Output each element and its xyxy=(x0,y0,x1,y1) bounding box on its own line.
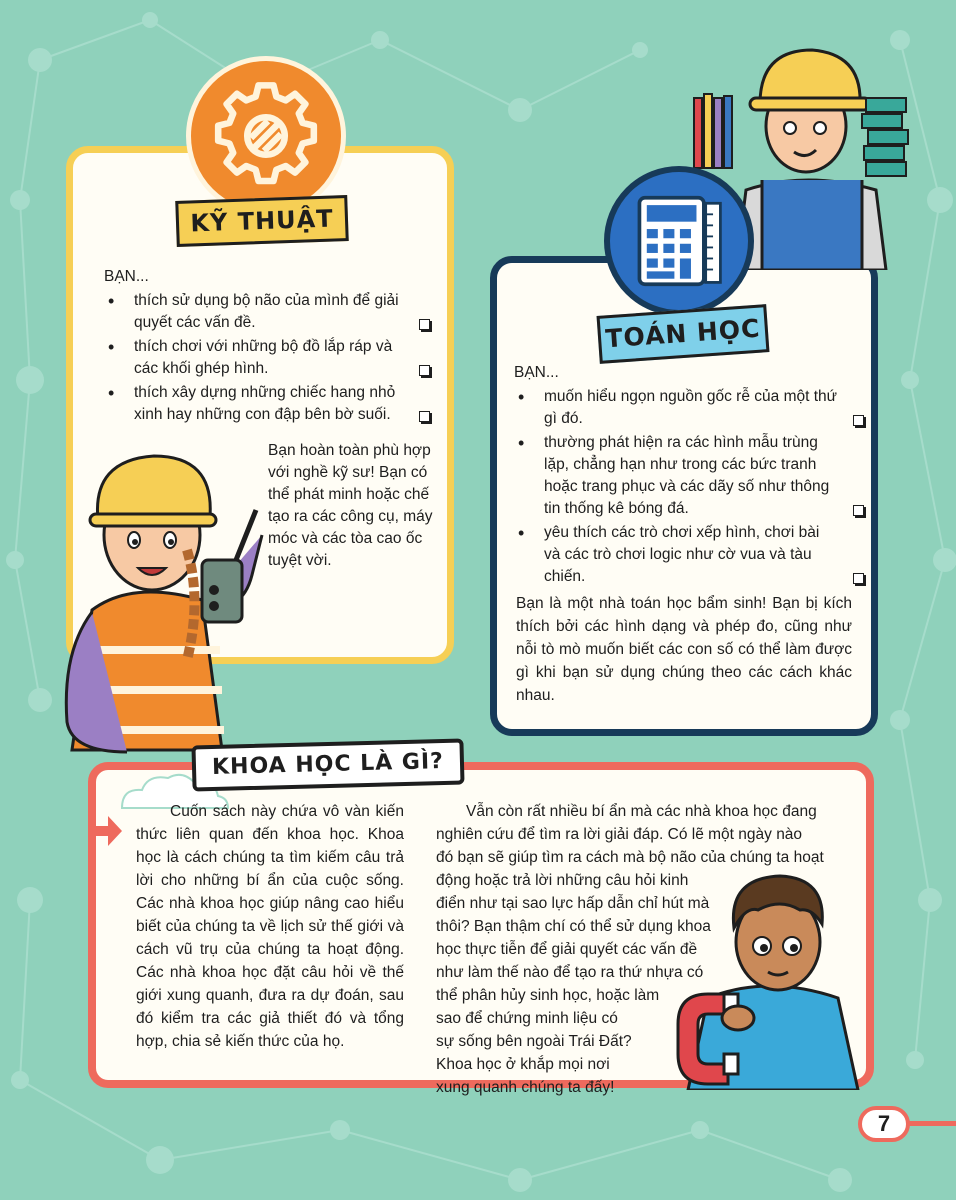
checkbox[interactable] xyxy=(853,505,864,516)
checklist-item: • yêu thích các trò chơi xếp hình, chơi bài và các trò chơi logic như cờ vua và tàu chiến. xyxy=(514,522,864,588)
science-title: KHOA HỌC LÀ GÌ? xyxy=(191,738,464,791)
science-paragraph-1: Cuốn sách này chứa vô vàn kiến thức liên quan đến khoa học. Khoa học là cách chúng ta tìm kiếm câu trả lời cho những bí ẩn của cuộc sống. Các nhà khoa học giúp nâng cao hiểu biết của chúng ta về lịch sử thế giới và cách vũ trụ của chúng ta hoạt động. Các nhà khoa học đặt câu hỏi về thế giới xung quanh, đưa ra dự đoán, sau đó kiểm tra các giả thiết đó và tổng hợp, chia sẻ kiến thức của họ. xyxy=(136,803,404,1050)
engineering-summary: Bạn hoàn toàn phù hợp với nghề kỹ sư! Bạn có thể phát minh hoặc chế tạo ra các công cụ, máy móc và các tòa cao ốc tuyệt vời. xyxy=(268,442,433,569)
checklist-item: • thích sử dụng bộ não của mình để giải quyết các vấn đề. xyxy=(104,290,430,334)
checkbox[interactable] xyxy=(853,415,864,426)
calculator-icon xyxy=(604,166,754,316)
engineering-title: KỸ THUẬT xyxy=(175,195,349,247)
engineering-intro: BẠN... xyxy=(104,268,149,285)
boy-with-magnet-illustration xyxy=(668,868,868,1090)
checklist-item: • thích chơi với những bộ đồ lắp ráp và các khối ghép hình. xyxy=(104,336,430,380)
math-summary: Bạn là một nhà toán học bẩm sinh! Bạn bị kích thích bởi các hình dạng và phép đo, cũng như nỗi tò mò muốn biết các con số có thể làm được gì khi bạn sử dụng chúng theo các cách khác nhau. xyxy=(516,595,852,704)
page-number: 7 xyxy=(858,1106,910,1142)
gear-icon xyxy=(186,56,346,216)
checkbox[interactable] xyxy=(419,411,430,422)
math-intro: BẠN... xyxy=(514,364,559,381)
female-engineer-illustration xyxy=(52,440,282,770)
page-number-line xyxy=(908,1121,956,1126)
checkbox[interactable] xyxy=(419,319,430,330)
checkbox[interactable] xyxy=(419,365,430,376)
math-checklist xyxy=(514,386,864,590)
checklist-item: • muốn hiểu ngọn nguồn gốc rễ của một thứ gì đó. xyxy=(514,386,864,430)
checklist-item: • thích xây dựng những chiếc hang nhỏ xinh hay những con đập bên bờ suối. xyxy=(104,382,430,426)
checklist-item: • thường phát hiện ra các hình mẫu trùng lặp, chẳng hạn như trong các bức tranh hoặc trang phục và các dãy số như thông tin thống kê bóng đá. xyxy=(514,432,864,520)
checkbox[interactable] xyxy=(853,573,864,584)
engineering-checklist xyxy=(104,290,430,428)
math-title: TOÁN HỌC xyxy=(597,304,770,364)
science-paragraph-2: Vẫn còn rất nhiều bí ẩn mà các nhà khoa học đang nghiên cứu để tìm ra lời giải đáp. Có lẽ một ngày nào đó bạn sẽ giúp tìm ra cách mà bộ não của chúng ta hoạt động hoặc trả lời những câu hỏi kinh điển như tại sao lực hấp dẫn chỉ hút mà thôi? Bạn thậm chí có thể sử dụng khoa học thực tiễn để giải quyết các vấn đề như làm thế nào để tạo ra thứ nhựa có thể phân hủy sinh học, hoặc làm sao để chứng minh liệu có sự sống bên ngoài Trái Đất? Khoa học ở khắp mọi nơi xung quanh chúng ta đấy! xyxy=(436,803,824,1096)
arrow-icon xyxy=(84,806,124,846)
